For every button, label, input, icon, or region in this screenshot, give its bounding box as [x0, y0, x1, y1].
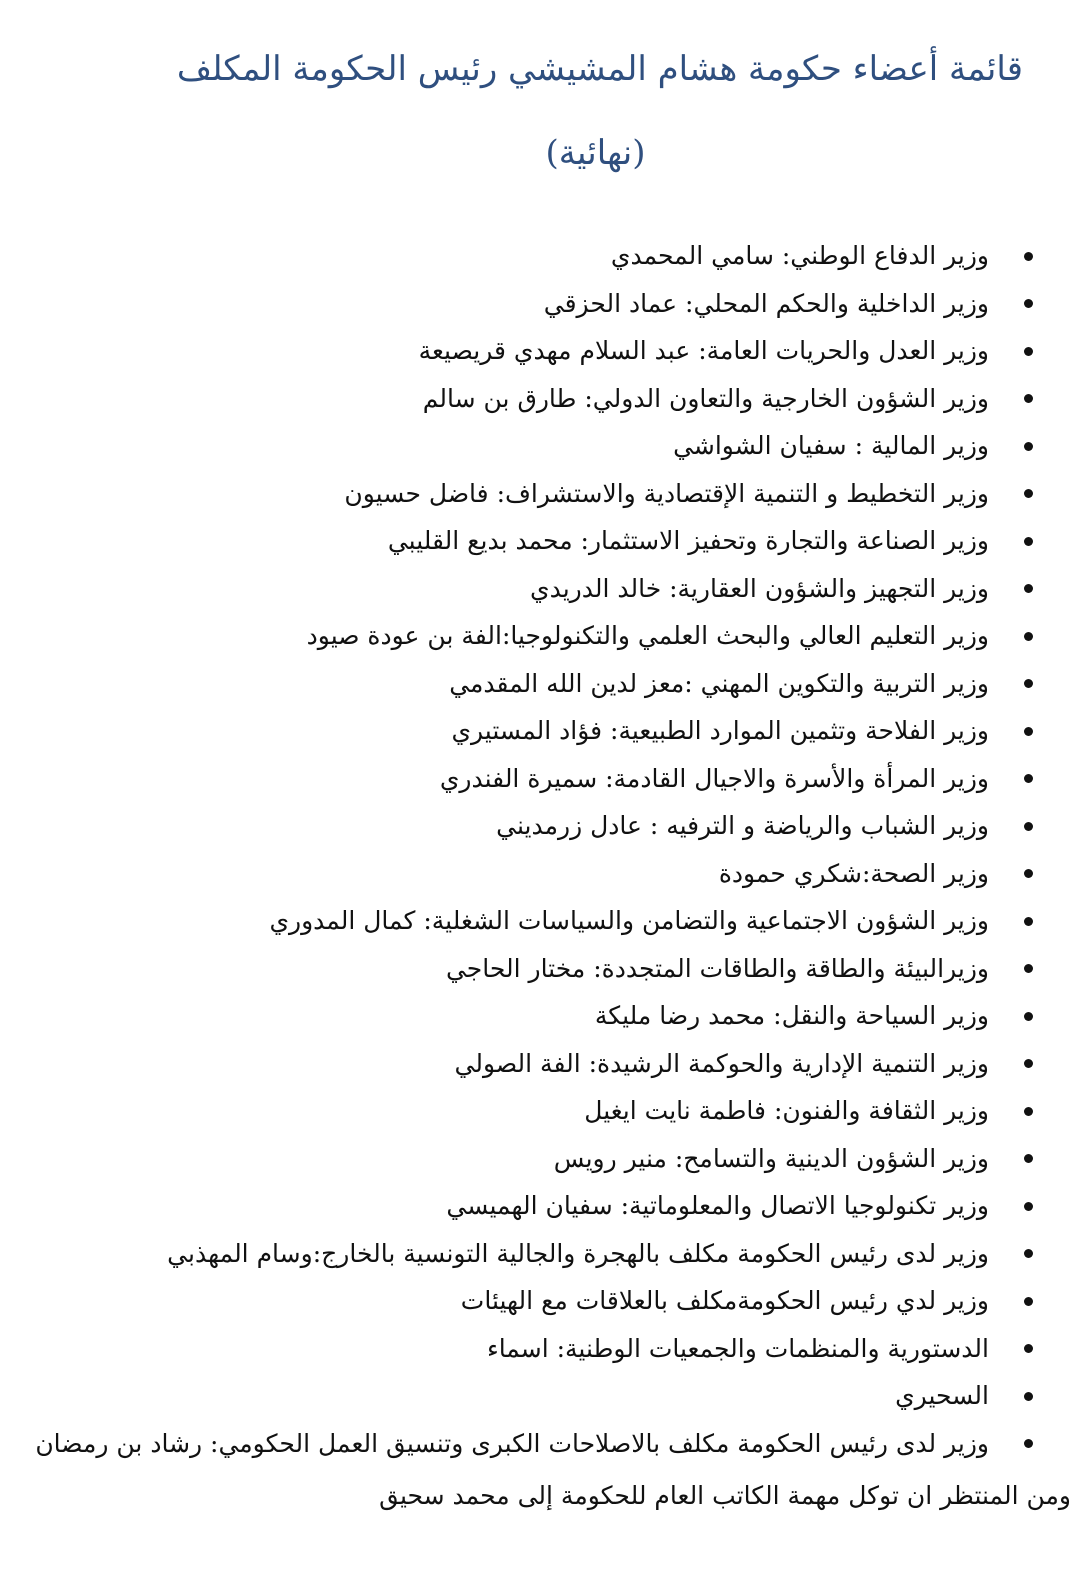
list-item-text: وزير التجهيز والشؤون العقارية: خالد الدريدي — [530, 573, 989, 603]
bullet-icon — [1024, 1249, 1033, 1258]
bullet-icon — [1024, 584, 1033, 593]
list-item — [3, 850, 1033, 898]
bullet-icon — [1024, 537, 1033, 546]
list-item — [3, 1325, 1033, 1373]
bullet-icon — [1024, 1012, 1033, 1021]
list-item — [3, 375, 1033, 423]
bullet-icon — [1024, 964, 1033, 973]
list-item — [3, 897, 1033, 945]
list-item — [3, 280, 1033, 328]
list-item-text: وزير لدى رئيس الحكومة مكلف بالاصلاحات الكبرى وتنسيق العمل الحكومي: رشاد بن رمضان — [35, 1428, 989, 1458]
bullet-icon — [1024, 394, 1033, 403]
list-item-text: وزير الشؤون الخارجية والتعاون الدولي: طارق بن سالم — [422, 383, 989, 413]
list-item-text: وزير الصناعة والتجارة وتحفيز الاستثمار: محمد بديع القليبي — [387, 526, 989, 555]
bullet-icon — [1024, 917, 1033, 926]
bullet-icon — [1024, 869, 1033, 878]
list-item — [3, 755, 1033, 803]
list-item-text: وزير المرأة والأسرة والاجيال القادمة: سميرة الفندري — [439, 763, 989, 793]
bullet-icon — [1024, 679, 1033, 688]
bullet-icon — [1024, 1344, 1033, 1353]
list-item — [3, 992, 1033, 1040]
list-item-text: السحيري — [895, 1381, 989, 1410]
bullet-icon — [1024, 1297, 1033, 1306]
document-title: قائمة أعضاء حكومة هشام المشيشي رئيس الحكومة المكلف — [176, 49, 1023, 89]
list-item-text: وزير التنمية الإدارية والحوكمة الرشيدة: الفة الصولي — [454, 1048, 989, 1078]
list-item — [3, 1230, 1033, 1278]
list-item — [3, 232, 1033, 280]
list-item-text: وزير التربية والتكوين المهني :معز لدين الله المقدمي — [449, 668, 989, 698]
list-item — [3, 1420, 1033, 1468]
list-item-text: وزير الشباب والرياضة و الترفيه : عادل زرمديني — [496, 811, 989, 840]
bullet-icon — [1024, 442, 1033, 451]
list-item — [3, 327, 1033, 375]
bullet-icon — [1024, 347, 1033, 356]
bullet-icon — [1024, 1439, 1033, 1448]
list-item-text: الدستورية والمنظمات والجمعيات الوطنية: اسماء — [486, 1333, 989, 1363]
list-item-text: وزير لدى رئيس الحكومة مكلف بالهجرة والجالية التونسية بالخارج:وسام المهذبي — [167, 1238, 989, 1268]
list-item — [3, 660, 1033, 708]
list-item — [3, 707, 1033, 755]
footnote: ومن المنتظر ان توكل مهمة الكاتب العام للحكومة إلى محمد سحيق — [379, 1481, 1071, 1510]
list-item-text: وزيرالبيئة والطاقة والطاقات المتجددة: مختار الحاجي — [445, 953, 989, 983]
bullet-icon — [1024, 822, 1033, 831]
list-item-text: وزير التخطيط و التنمية الإقتصادية والاستشراف: فاضل حسيون — [344, 478, 989, 508]
list-item — [3, 1087, 1033, 1135]
bullet-icon — [1024, 632, 1033, 641]
list-item — [3, 802, 1033, 850]
list-item-text: وزير الداخلية والحكم المحلي: عماد الحزقي — [543, 288, 989, 318]
list-item-text: وزير الثقافة والفنون: فاطمة نايت ايغيل — [584, 1096, 989, 1125]
bullet-icon — [1024, 299, 1033, 308]
list-item — [3, 1372, 1033, 1420]
bullet-icon — [1024, 1154, 1033, 1163]
list-item — [3, 422, 1033, 470]
list-item-text: وزير الفلاحة وتثمين الموارد الطبيعية: فؤاد المستيري — [451, 716, 989, 745]
list-item-text: وزير المالية : سفيان الشواشي — [673, 431, 989, 460]
list-item — [3, 1277, 1033, 1325]
list-item — [3, 565, 1033, 613]
ministers-list — [3, 232, 1033, 1467]
list-item — [3, 470, 1033, 518]
list-item-text: وزير الصحة:شكري حمودة — [718, 858, 989, 888]
list-item-text: وزير لدي رئيس الحكومةمكلف بالعلاقات مع الهيئات — [460, 1286, 989, 1315]
list-item-text: وزير السياحة والنقل: محمد رضا مليكة — [594, 1001, 989, 1030]
list-item-text: وزير الشؤون الدينية والتسامح: منير رويس — [553, 1143, 989, 1173]
list-item — [3, 1135, 1033, 1183]
list-item — [3, 1040, 1033, 1088]
bullet-icon — [1024, 1392, 1033, 1401]
list-item — [3, 612, 1033, 660]
bullet-icon — [1024, 727, 1033, 736]
list-item — [3, 517, 1033, 565]
bullet-icon — [1024, 1059, 1033, 1068]
list-item — [3, 1182, 1033, 1230]
bullet-icon — [1024, 1202, 1033, 1211]
list-item-text: وزير الدفاع الوطني: سامي المحمدي — [610, 241, 989, 270]
subtitle-text: (نهائية) — [545, 133, 646, 173]
list-item-text: وزير التعليم العالي والبحث العلمي والتكنولوجيا:الفة بن عودة صيود — [306, 621, 989, 650]
bullet-icon — [1024, 489, 1033, 498]
bullet-icon — [1024, 774, 1033, 783]
bullet-icon — [1024, 1107, 1033, 1116]
list-item-text: وزير العدل والحريات العامة: عبد السلام مهدي قريصيعة — [418, 336, 989, 365]
bullet-icon — [1024, 252, 1033, 261]
list-item-text: وزير تكنولوجيا الاتصال والمعلوماتية: سفيان الهميسي — [446, 1191, 989, 1220]
list-item — [3, 945, 1033, 993]
document-subtitle — [0, 128, 1071, 178]
list-item-text: وزير الشؤون الاجتماعية والتضامن والسياسات الشغلية: كمال المدوري — [269, 906, 989, 935]
